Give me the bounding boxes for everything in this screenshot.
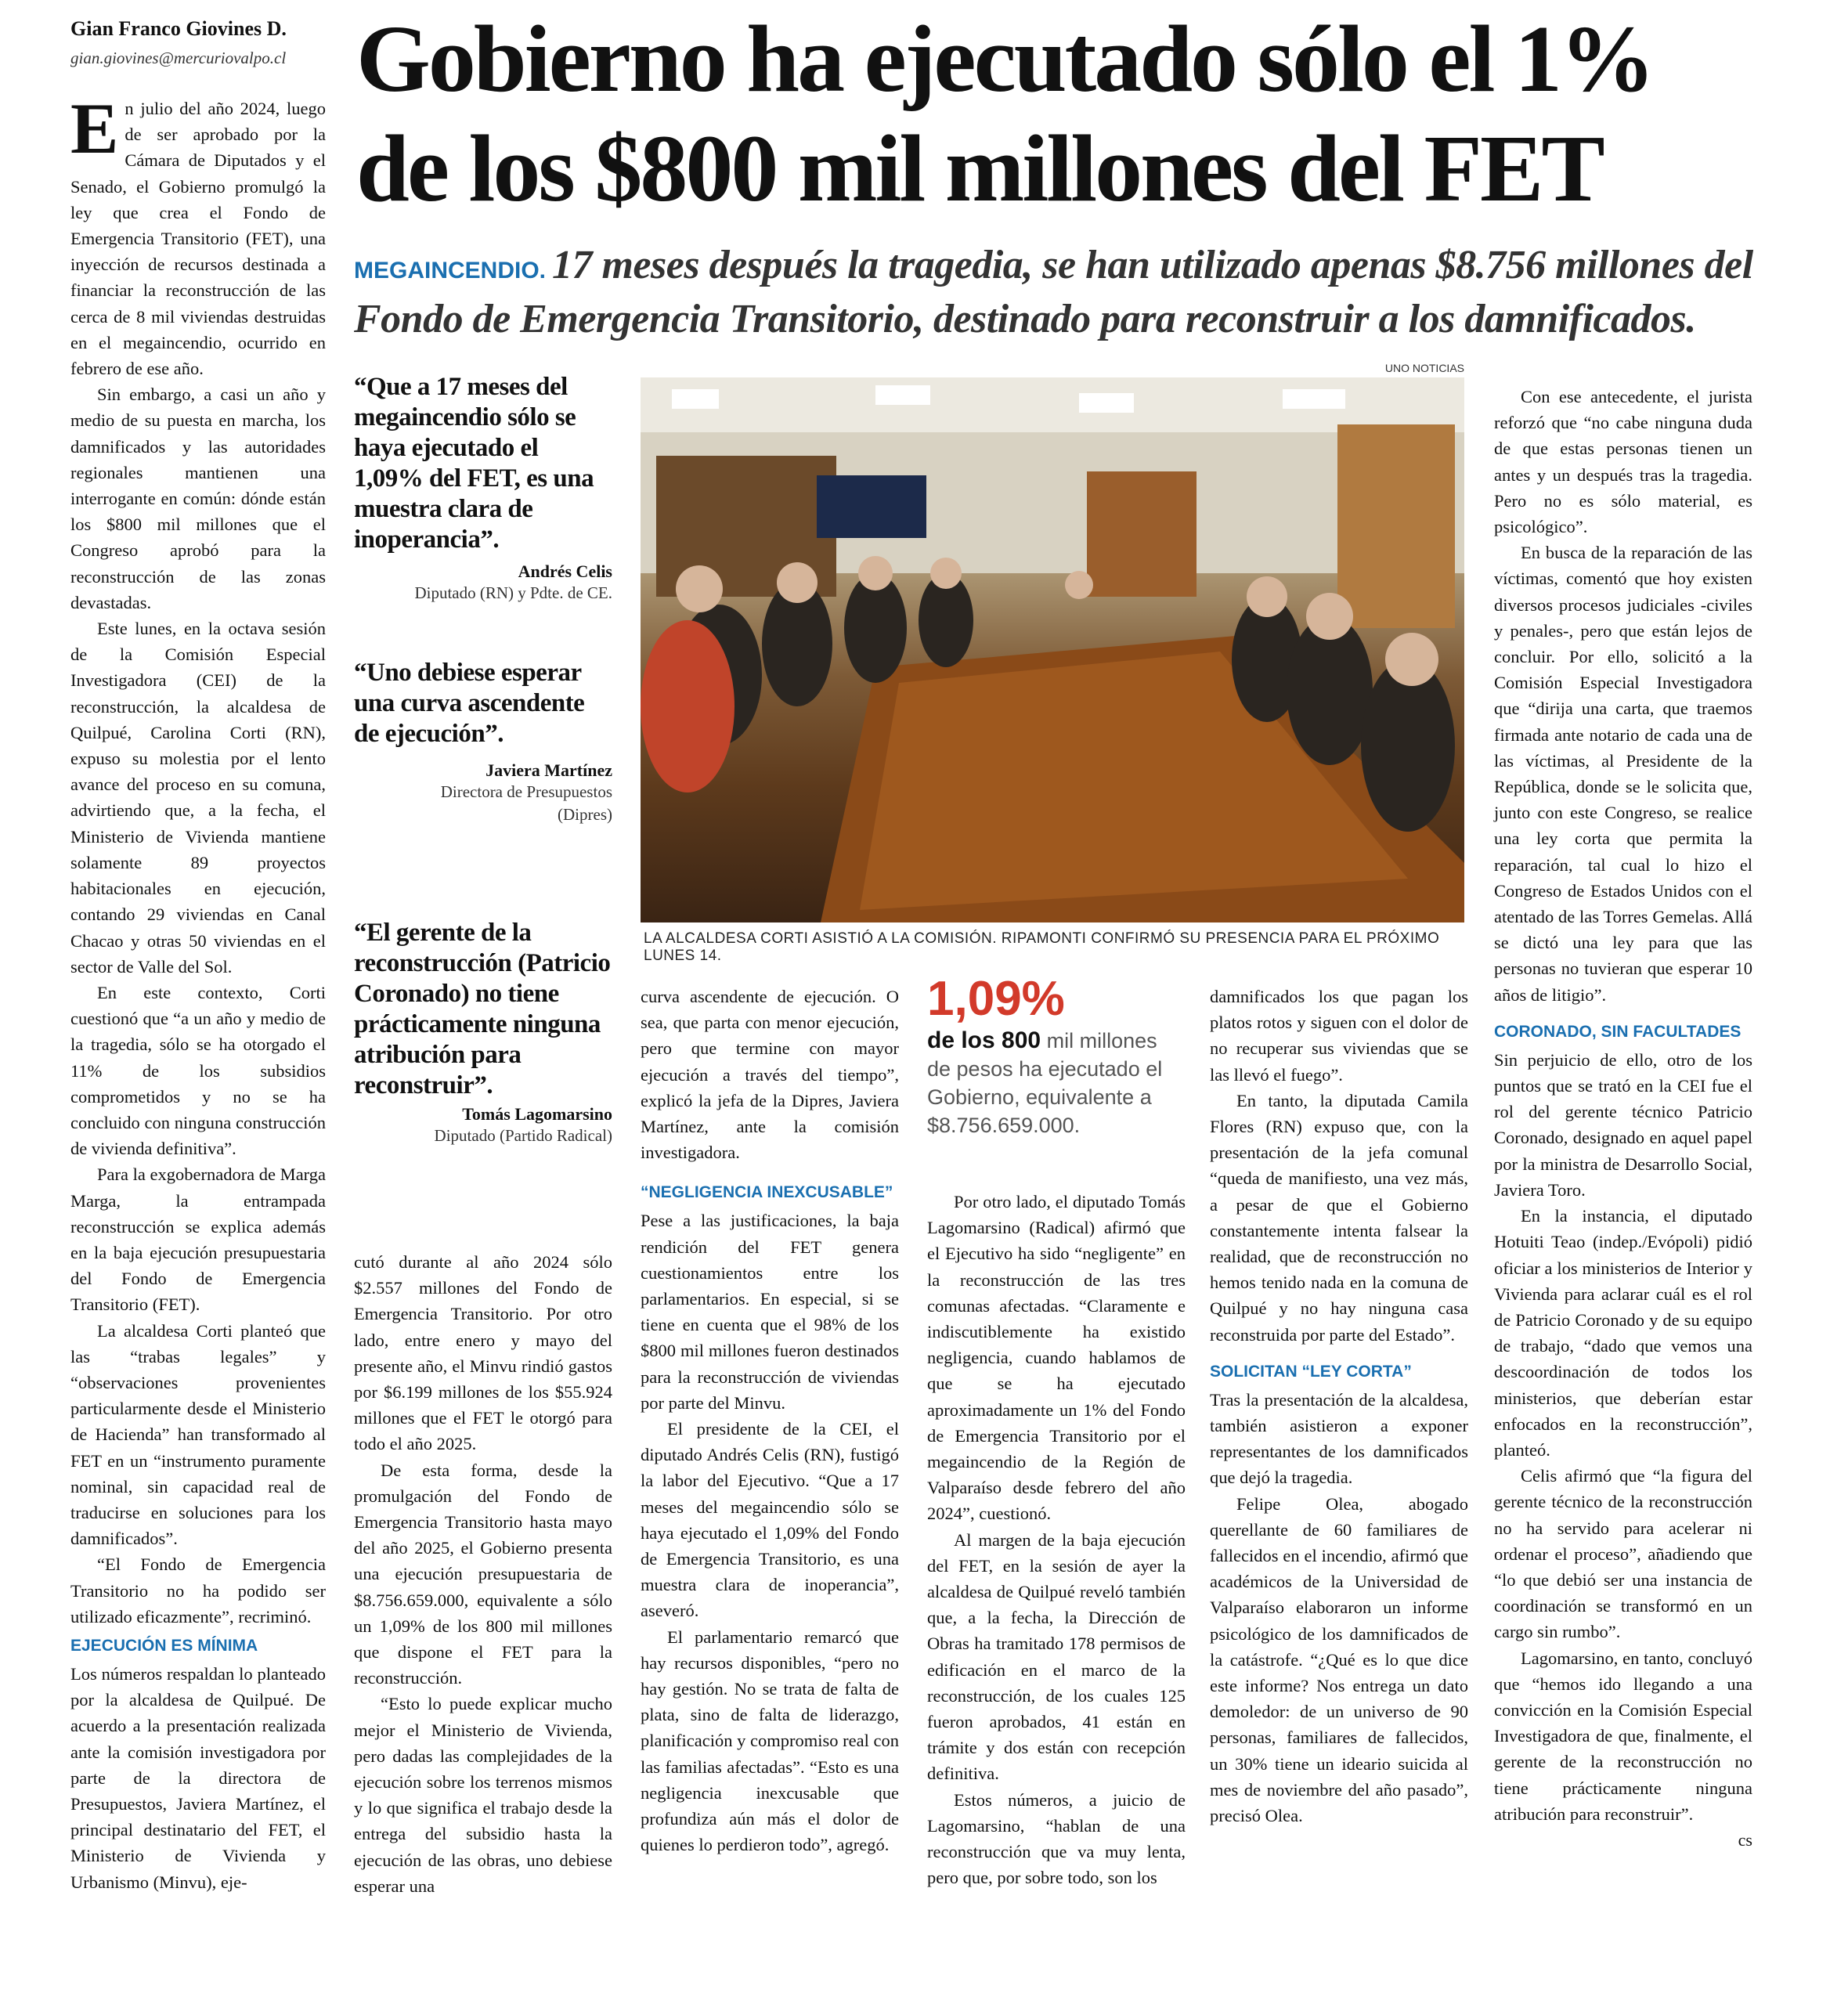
byline-email: gian.giovines@mercuriovalpo.cl — [70, 49, 287, 67]
deck-line-2: Fondo de Emergencia Transitorio, destinado para reconstruir a los damnificados. — [354, 297, 1696, 341]
paragraph: Lagomarsino, en tanto, concluyó que “hemos ido llegando a una convicción en la Comisión Especial Investigadora de que, finalmente, el gerente de la reconstrucción no tiene prácticamente ninguna atribución para reconstruir”. — [1494, 1648, 1752, 1824]
paragraph: Con ese antecedente, el jurista reforzó que “no cabe ninguna duda de que estas personas tienen un antes y un después tras la tragedia. Pero no es sólo material, es psicológico”. — [1494, 387, 1752, 537]
paragraph: En la instancia, el diputado Hotuiti Teao (indep./Evópoli) pidió oficiar a los ministerios de Interior y Vivienda para aclarar cuál es el rol de Patricio Coronado y de su equipo de trabajo, “dado que vemos una descoordinación de todos los ministerios, que deberían estar enfocados en la reconstrucción”, planteó. — [1494, 1206, 1752, 1460]
deck-line-1: 17 meses después la tragedia, se han utilizado apenas $8.756 millones del — [552, 243, 1753, 287]
paragraph: Pese a las justificaciones, la baja rendición del FET genera cuestionamientos entre los parlamentarios. En especial, si se tiene en cuenta que el 98% de los $800 mil millones fueron destinados para la reconstrucción de viviendas por parte del Minvu. — [641, 1211, 899, 1413]
paragraph: Por otro lado, el diputado Tomás Lagomarsino (Radical) afirmó que el Ejecutivo ha sido “negligente” en la reconstrucción de las tres comunas afectadas. “Claramente e indiscutiblemente ha existido negligencia, cuando hablamos de que se ha ejecutado aproximadamente un 1% del Fondo de Emergencia Transitorio por el megaincendio de la Región de Valparaíso desde febrero del año 2024”, cuestionó. — [927, 1192, 1186, 1524]
pull-quote-role: Diputado (RN) y Pdte. de CE. — [414, 583, 612, 602]
section-heading: CORONADO, SIN FACULTADES — [1494, 1022, 1742, 1041]
paragraph: Este lunes, en la octava sesión de la Comisión Especial Investigadora (CEI) de la reconstrucción, la alcaldesa de Quilpué, Carolina Corti (RN), expuso su molestia por el lento avance del proceso en su comuna, advirtiendo que, a la fecha, el Ministerio de Vivienda mantiene solamente 89 proyectos habitacionales en ejecución, contando 29 viviendas en Canal Chacao y otras 50 viviendas en el sector de Valle del Sol. — [70, 619, 326, 977]
news-photo — [641, 377, 1464, 922]
headline-line-1: Gobierno ha ejecutado sólo el 1% — [356, 6, 1653, 112]
paragraph: Celis afirmó que “la figura del gerente técnico de la reconstrucción no ha servido para acelerar ni ordenar el proceso”, añadiendo que “lo que debió ser una instancia de coordinación se transformó en un cargo sin rumbo”. — [1494, 1466, 1752, 1642]
paragraph: En busca de la reparación de las víctimas, comentó que hoy existen diversos procesos judiciales -civiles y penales-, pero que están lejos de concluir. Por ello, solicitó a la Comisión Especial Investigadora que “dirija una carta, que traemos firmada ante notario de cada una de las víctimas, al Presidente de la República, donde se le solicita que, junto con este Congreso, se realice una ley corta que permita la reparación, tal cual lo hizo el Congreso de Estados Unidos con el atentado de las Torres Gemelas. Allá se dictó una ley para que las personas no tuvieran que esperar 10 años de litigio”. — [1494, 543, 1752, 1005]
stat-value: 1,09% — [927, 972, 1065, 1026]
paragraph: Para la exgobernadora de Marga Marga, la entrampada reconstrucción se explica además en la baja ejecución presupuestaria del Fondo de Emergencia Transitorio (FET). — [70, 1164, 326, 1315]
paragraph: El parlamentario remarcó que hay recursos disponibles, “pero no hay gestión. No se trata de falta de plata, sino de falta de liderazgo, planificación y compromiso real con las familias afectadas”. “Esto es una negligencia inexcusable que profundiza aún más el dolor de quienes lo perdieron todo”, agregó. — [641, 1626, 899, 1855]
paragraph: Estos números, a juicio de Lagomarsino, “hablan de una reconstrucción que va muy lenta, pero que, por sobre todo, son los — [927, 1789, 1186, 1888]
section-heading: EJECUCIÓN ES MÍNIMA — [70, 1636, 258, 1655]
paragraph: En tanto, la diputada Camila Flores (RN) expuso que, con la presentación de la jefa comunal “queda de manifiesto, una vez más, a pesar de que el Gobierno constantemente intenta falsear la realidad, que de reconstrucción no hemos tenido nada en la comuna de Quilpué y no hay ninguna casa reconstruida por parte del Estado”. — [1210, 1090, 1468, 1345]
paragraph: En este contexto, Corti cuestionó que “a un año y medio de la tragedia, sólo se ha otorgado el 11% de los subsidios comprometidos y no se ha concluido con ninguna construcción de vivienda definitiva”. — [70, 982, 326, 1159]
pull-quote-text: “El gerente de la reconstrucción (Patricio Coronado) no tiene prácticamente ninguna atribución para reconstruir”. — [354, 919, 611, 1099]
photo-caption: LA ALCALDESA CORTI ASISTIÓ A LA COMISIÓN. RIPAMONTI CONFIRMÓ SU PRESENCIA PARA EL PRÓXIMO LUNES 14. — [644, 930, 1440, 964]
pull-quote-author: Tomás Lagomarsino — [462, 1104, 612, 1124]
paragraph: Al margen de la baja ejecución del FET, en la sesión de ayer la alcaldesa de Quilpué reveló también que, a la fecha, la Dirección de Obras ha tramitado 178 permisos de edificación en el marco de la reconstrucción, de los cuales 125 fueron aprobados, 41 están en trámite y dos están con recepción definitiva. — [927, 1529, 1186, 1784]
section-heading: SOLICITAN “LEY CORTA” — [1210, 1362, 1412, 1381]
paragraph: cutó durante al año 2024 sólo $2.557 millones del Fondo de Emergencia Transitorio. Por otro lado, entre enero y mayo del presente año, el Minvu rindió gastos por $6.199 millones de los $55.924 millones que el FET le otorgó para todo el año 2025. — [354, 1252, 612, 1454]
article-column-3 — [641, 984, 899, 1858]
pull-quote-role: Diputado (Partido Radical) — [434, 1126, 612, 1145]
byline-author: Gian Franco Giovines D. — [70, 17, 287, 40]
pull-quote-2 — [354, 658, 612, 826]
meeting-room-illustration — [641, 377, 1464, 922]
article-column-6 — [1494, 384, 1752, 1853]
pull-quote-author: Javiera Martínez — [485, 760, 612, 780]
paragraph: De esta forma, desde la promulgación del Fondo de Emergencia Transitorio hasta mayo del año 2025, el Gobierno presenta una ejecución presupuestaria de $8.756.659.000, equivalente a sólo un 1,09% de los 800 mil millones que dispone el FET para la reconstrucción. — [354, 1460, 612, 1688]
stat-description: de los 800 mil millones de pesos ha ejecutado el Gobierno, equivalente a $8.756.659.000. — [927, 1027, 1163, 1137]
pull-quote-3 — [354, 918, 612, 1147]
pull-quote-1 — [354, 372, 612, 605]
end-mark: cs — [1738, 1829, 1752, 1850]
paragraph: n julio del año 2024, luego de ser aprobado por la Cámara de Diputados y el Senado, el Gobierno promulgó la ley que crea el Fondo de Emergencia Transitorio (FET), una inyección de recursos destinada a financiar la reconstrucción de las cerca de 8 mil viviendas destruidas en el megaincendio, ocurrido en febrero de ese año. — [70, 99, 326, 379]
paragraph: damnificados los que pagan los platos rotos y siguen con el dolor de no recuperar sus viviendas que se las llevó el fuego”. — [1210, 987, 1468, 1085]
paragraph: Felipe Olea, abogado querellante de 60 familiares de fallecidos en el incendio, afirmó que académicos de la Universidad de Valparaíso elaboraron un informe psicológico de los damnificados de la catástrofe. “¿Qué es lo que dice este informe? Nos entrega un dato demoledor: de un universo de 90 personas, familiares de fallecidos, un 30% tiene un ideario suicida al mes de noviembre del año pasado”, precisó Olea. — [1210, 1493, 1468, 1826]
paragraph: curva ascendente de ejecución. O sea, que parta con menor ejecución, pero que termine con mayor ejecución a través del tiempo”, explicó la jefa de la Dipres, Javiera Martínez, ante la comisión investigadora. — [641, 987, 899, 1163]
article-column-4 — [927, 1189, 1186, 1890]
pull-quote-author: Andrés Celis — [518, 561, 612, 581]
paragraph: El presidente de la CEI, el diputado Andrés Celis (RN), fustigó la labor del Ejecutivo. “Que a 17 meses del megaincendio sólo se haya ejecutado el 1,09% del Fondo de Emergencia Transitorio, es una muestra clara de inoperancia”, aseveró. — [641, 1419, 899, 1621]
paragraph: Tras la presentación de la alcaldesa, también asistieron a exponer representantes de los damnificados que dejó la tragedia. — [1210, 1389, 1468, 1488]
paragraph: “Esto lo puede explicar mucho mejor el Ministerio de Vivienda, pero dadas las complejidades de la ejecución sobre los terrenos mismos y lo que significa el trabajo desde la entrega del subsidio hasta la ejecución de las obras, uno debiese esperar una — [354, 1694, 612, 1896]
section-heading: “NEGLIGENCIA INEXCUSABLE” — [641, 1183, 893, 1202]
article-column-1 — [70, 88, 326, 1895]
drop-cap: E — [70, 88, 119, 168]
deck-kicker: MEGAINCENDIO. — [354, 258, 547, 283]
paragraph: Sin perjuicio de ello, otro de los puntos que se trató en la CEI fue el rol del gerente técnico Patricio Coronado, designado en aquel papel por la ministra de Desarrollo Social, Javiera Toro. — [1494, 1049, 1752, 1200]
headline-line-2: de los $800 mil millones del FET — [356, 116, 1603, 222]
pull-quote-text: “Que a 17 meses del megaincendio sólo se haya ejecutado el 1,09% del FET, es una muestra clara de inoperancia”. — [354, 373, 594, 554]
paragraph: Sin embargo, a casi un año y medio de su puesta en marcha, los damnificados y las autoridades regionales mantienen una interrogante en común: dónde están los $800 mil millones que el Congreso aprobó para la reconstrucción de las zonas devastadas. — [70, 385, 326, 612]
paragraph: La alcaldesa Corti planteó que las “trabas legales” y “observaciones provenientes particularmente desde el Ministerio de Hacienda” han transformado al FET en un “instrumento puramente nominal, sin capacidad real de traducirse en soluciones para los damnificados”. — [70, 1320, 326, 1549]
photo-credit: UNO NOTICIAS — [1384, 362, 1464, 374]
stat-box — [927, 971, 1186, 1139]
pull-quote-text: “Uno debiese esperar una curva ascendente de ejecución”. — [354, 659, 585, 748]
article-column-5 — [1210, 984, 1468, 1829]
paragraph: Los números respaldan lo planteado por la alcaldesa de Quilpué. De acuerdo a la presentación realizada ante la comisión investigadora por parte de la directora de Presupuestos, Javiera Martínez, el principal destinatario del FET, el Ministerio de Vivienda y Urbanismo (Minvu), eje- — [70, 1663, 326, 1892]
pull-quote-role: Directora de Presupuestos (Dipres) — [440, 782, 612, 824]
deck — [354, 241, 1753, 344]
article-column-2 — [354, 1249, 612, 1899]
paragraph: “El Fondo de Emergencia Transitorio no ha podido ser utilizado eficazmente”, recriminó. — [70, 1554, 326, 1626]
